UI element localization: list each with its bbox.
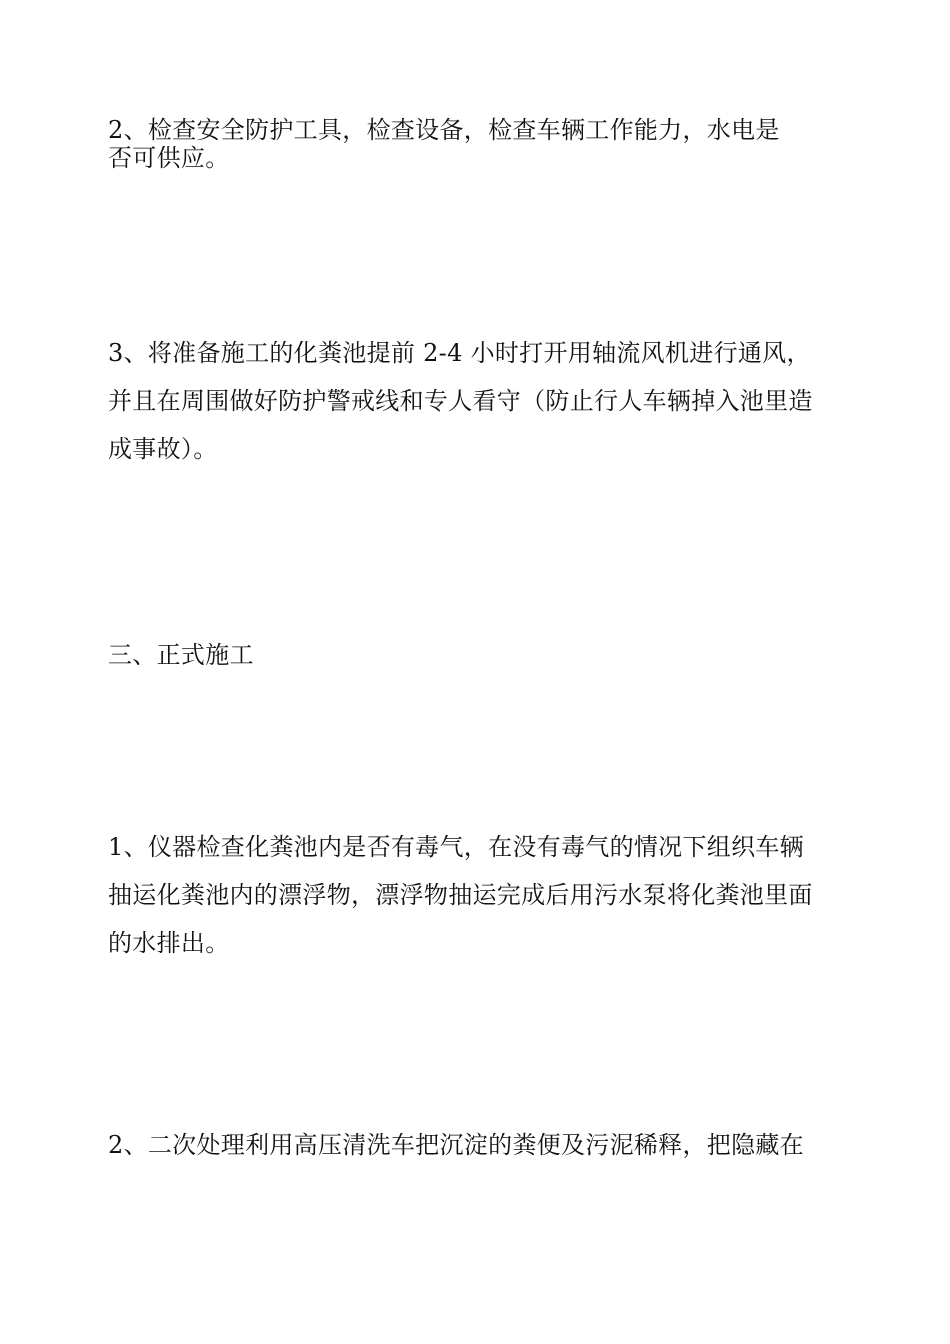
paragraph-line: 3、将准备施工的化粪池提前 2-4 小时打开用轴流风机进行通风， bbox=[108, 339, 811, 367]
paragraph-line: 2、二次处理利用高压清洗车把沉淀的粪便及污泥稀释，把隐藏在 bbox=[108, 1131, 804, 1159]
paragraph-line: 2、检查安全防护工具，检查设备，检查车辆工作能力，水电是 bbox=[108, 116, 780, 144]
paragraph-line: 成事故）。 bbox=[108, 435, 218, 463]
paragraph-line: 1、仪器检查化粪池内是否有毒气，在没有毒气的情况下组织车辆 bbox=[108, 833, 804, 861]
paragraph-line: 并且在周围做好防护警戒线和专人看守（防止行人车辆掉入池里造 bbox=[108, 387, 813, 415]
paragraph-line: 否可供应。 bbox=[108, 144, 230, 172]
section-title: 三、正式施工 bbox=[108, 641, 254, 669]
paragraph-line: 抽运化粪池内的漂浮物，漂浮物抽运完成后用污水泵将化粪池里面 bbox=[108, 881, 813, 909]
paragraph-line: 的水排出。 bbox=[108, 929, 230, 957]
